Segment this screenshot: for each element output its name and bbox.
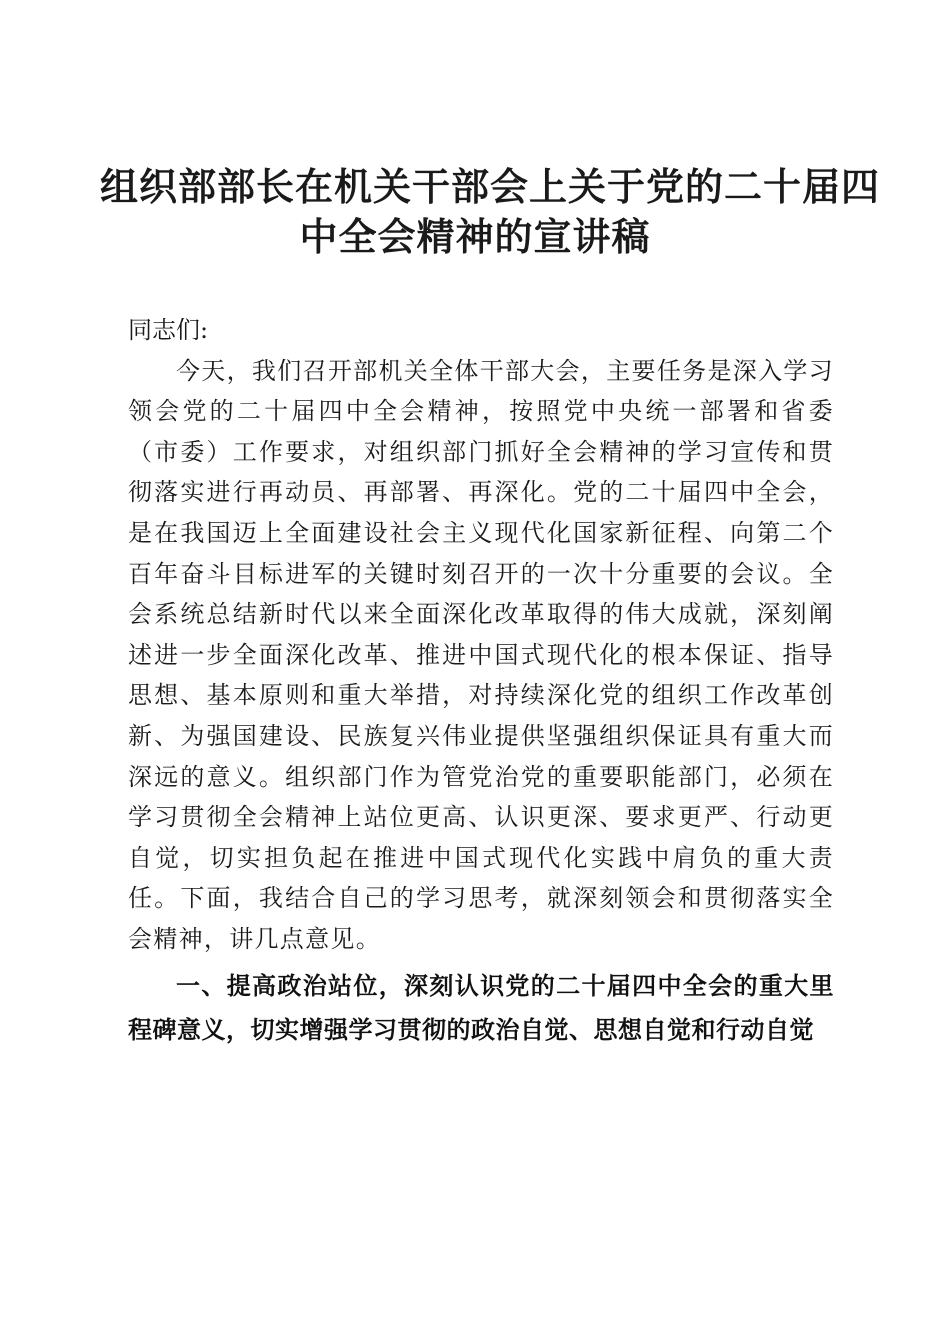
document-title: [100, 162, 881, 262]
title-line-2: 中全会精神的宣讲稿: [299, 214, 651, 259]
salutation: 同志们:: [128, 316, 209, 344]
section-heading-1: 一、提高政治站位，深刻认识党的二十届四中全会的重大里程碑意义，切实增强学习贯彻的政治自觉、思想自觉和行动自觉: [128, 971, 834, 1044]
document-body: [128, 310, 834, 1052]
paragraph-opening: 今天，我们召开部机关全体干部大会，主要任务是深入学习领会党的二十届四中全会精神，按照党中央统一部署和省委（市委）工作要求，对组织部门抓好全会精神的学习宣传和贯彻落实进行再动员、再部署、再深化。党的二十届四中全会，是在我国迈上全面建设社会主义现代化国家新征程、向第二个百年奋斗目标进军的关键时刻召开的一次十分重要的会议。全会系统总结新时代以来全面深化改革取得的伟大成就，深刻阐述进一步全面深化改革、推进中国式现代化的根本保证、指导思想、基本原则和重大举措，对持续深化党的组织工作改革创新、为强国建设、民族复兴伟业提供坚强组织保证具有重大而深远的意义。组织部门作为管党治党的重要职能部门，必须在学习贯彻全会精神上站位更高、认识更深、要求更严、行动更自觉，切实担负起在推进中国式现代化实践中肩负的重大责任。下面，我结合自己的学习思考，就深刻领会和贯彻落实全会精神，讲几点意见。: [128, 356, 834, 953]
title-line-1: 组织部部长在机关干部会上关于党的二十届四: [100, 164, 881, 209]
